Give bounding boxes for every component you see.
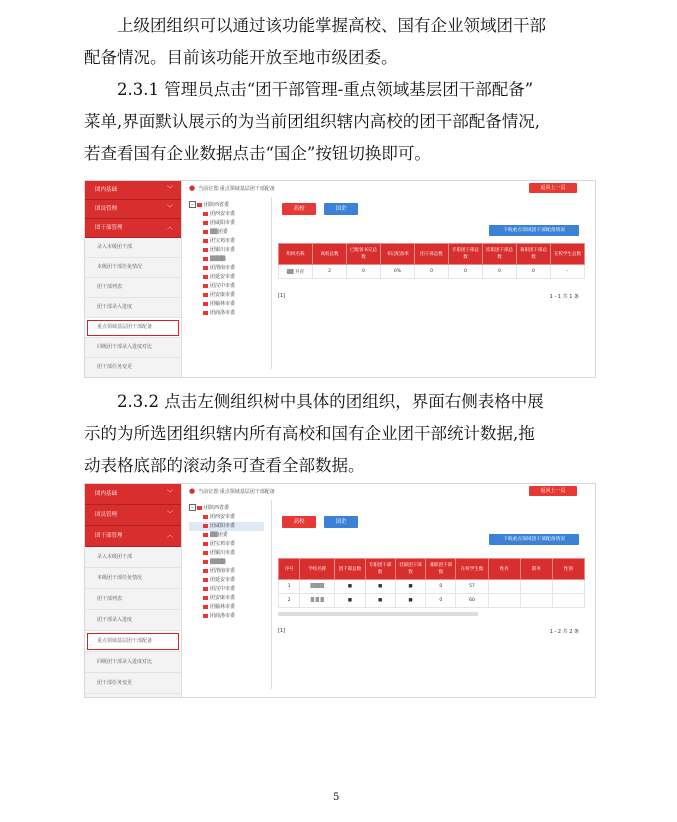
folder-icon: [203, 542, 208, 546]
folder-icon: [203, 293, 208, 297]
tree-node[interactable]: ▒▒▒▒: [189, 255, 264, 264]
chevron-down-icon: ﹀: [166, 186, 173, 193]
collapse-icon[interactable]: −: [190, 505, 195, 510]
folder-icon: [203, 551, 208, 555]
back-button[interactable]: 返回上一页: [529, 486, 577, 496]
table-cell: ■: [395, 594, 425, 608]
table-cell: [520, 580, 552, 594]
table-header-row: [279, 559, 585, 580]
folder-icon: [203, 614, 208, 618]
submenu-item[interactable]: 团干部任务变更: [85, 358, 181, 378]
table-cell: 0: [482, 265, 516, 279]
tree-node[interactable]: 团商洛市委: [189, 309, 264, 318]
folder-icon: [203, 605, 208, 609]
table-row: [279, 594, 585, 608]
column-header: 姓名: [488, 559, 520, 580]
folder-icon: [197, 203, 202, 207]
table-cell: 1: [279, 580, 300, 594]
folder-icon: [197, 506, 202, 510]
folder-icon: [203, 560, 208, 564]
content-panel: [271, 500, 585, 689]
column-header: 挂职团干部数: [395, 559, 425, 580]
screenshot-1: [84, 180, 596, 378]
tree-node-selected[interactable]: 团咸阳市委: [189, 522, 264, 531]
tree-node[interactable]: 团安康市委: [189, 291, 264, 300]
submenu-item[interactable]: 团干部任务变更: [85, 673, 181, 694]
horizontal-scrollbar[interactable]: [278, 612, 478, 616]
folder-icon: [203, 587, 208, 591]
step-231-line1: 2.3.1 管理员点击“团干部管理-重点领域基层团干部配备”: [117, 80, 534, 99]
table-header-row: [279, 244, 585, 265]
tree-node[interactable]: 团汉中市委: [189, 585, 264, 594]
location-pin-icon: ●: [189, 184, 196, 192]
column-header: 兼职团干部总数: [516, 244, 550, 265]
gaoxiao-button[interactable]: 高校: [282, 516, 316, 528]
chevron-down-icon: ﹀: [166, 511, 173, 518]
submenu-item[interactable]: 团干部录入进度: [85, 610, 181, 631]
tree-node[interactable]: 团渭南市委: [189, 264, 264, 273]
org-tree: [189, 201, 264, 318]
menu-item[interactable]: 团内基础 ﹀: [85, 181, 181, 200]
column-header: 专职团干部数: [365, 559, 395, 580]
screenshot-2: [84, 483, 596, 698]
table-cell: ▒▒ 共青: [279, 265, 313, 279]
tree-node[interactable]: ▒▒团委: [189, 228, 264, 237]
tree-node[interactable]: 团宝鸡市委: [189, 237, 264, 246]
menu-item[interactable]: 团内基础 ﹀: [85, 484, 181, 505]
folder-icon: [203, 515, 208, 519]
tree-root[interactable]: − 团陕西省委: [190, 202, 230, 208]
table-cell: 57: [456, 580, 488, 594]
intro-paragraph-line2: 配备情况。目前该功能开放至地市级团委。: [84, 48, 398, 67]
breadcrumb: ● 当前位置:重点领域基层团干部配备: [189, 487, 275, 495]
folder-icon: [203, 578, 208, 582]
table-cell: ■: [365, 594, 395, 608]
table-cell: 0: [415, 265, 449, 279]
column-header: 团干部总数: [335, 559, 365, 580]
menu-item[interactable]: 团干部管理 ︿: [85, 526, 181, 547]
table-cell: [488, 594, 520, 608]
chevron-down-icon: ﹀: [166, 490, 173, 497]
folder-icon: [203, 257, 208, 261]
tree-node[interactable]: ▒▒团委: [189, 531, 264, 540]
stats-table: [278, 558, 585, 608]
submenu-item-highlighted[interactable]: 重点领域基层团干部配备: [85, 631, 181, 652]
folder-icon: [203, 533, 208, 537]
content-panel: [271, 197, 585, 369]
sidebar: [85, 181, 182, 377]
submenu-item[interactable]: 团干部列表: [85, 589, 181, 610]
column-header: 书记配备率: [380, 244, 414, 265]
pager-summary: 1 - 1 共 1 条: [549, 294, 579, 300]
tree-node[interactable]: 团宝鸡市委: [189, 540, 264, 549]
column-header: 挂职团干部总数: [482, 244, 516, 265]
submenu-item[interactable]: 团干部录入进度: [85, 298, 181, 318]
pager-summary: 1 - 2 共 2 条: [549, 629, 579, 635]
column-header: 兼职团干部数: [426, 559, 456, 580]
table-cell: [520, 594, 552, 608]
folder-icon: [203, 524, 208, 528]
table-cell: 2: [279, 594, 300, 608]
table-cell: 0%: [380, 265, 414, 279]
table-cell: ■: [335, 580, 365, 594]
tree-node[interactable]: 团汉中市委: [189, 282, 264, 291]
tree-node[interactable]: 团安康市委: [189, 594, 264, 603]
submenu-item[interactable]: 录入本级团干部: [85, 547, 181, 568]
column-header: 已配备书记总数: [347, 244, 381, 265]
pager-pages[interactable]: [1]: [278, 628, 286, 634]
table-cell: 2: [313, 265, 347, 279]
tree-node[interactable]: 团咸阳市委: [189, 219, 264, 228]
folder-icon: [203, 596, 208, 600]
column-header: 专职团干部总数: [449, 244, 483, 265]
tree-node[interactable]: 团延安市委: [189, 576, 264, 585]
tree-node[interactable]: 团商洛市委: [189, 612, 264, 621]
table-cell: 0: [426, 580, 456, 594]
submenu-item[interactable]: 同级团干部录入进度对比: [85, 338, 181, 358]
column-header: 性别: [552, 559, 584, 580]
table-cell: [552, 580, 584, 594]
intro-paragraph-line1: 上级团组织可以通过该功能掌握高校、国有企业领域团干部: [117, 16, 546, 35]
table-cell: ■: [395, 580, 425, 594]
tree-node[interactable]: 团榆林市委: [189, 603, 264, 612]
chevron-up-icon: ︿: [166, 224, 173, 231]
submenu-item[interactable]: 团干部列表: [85, 278, 181, 298]
table-cell: 0: [426, 594, 456, 608]
table-cell: 0: [347, 265, 381, 279]
folder-icon: [203, 569, 208, 573]
column-header: 组织名称: [279, 244, 313, 265]
folder-icon: [203, 212, 208, 216]
chevron-up-icon: ︿: [166, 532, 173, 539]
column-header: 在校学生数: [456, 559, 488, 580]
table-cell: ▒ ▒ ▒: [300, 594, 335, 608]
org-tree: [189, 504, 264, 621]
gaoxiao-button[interactable]: 高校: [282, 203, 316, 215]
download-button[interactable]: 下载重点领域团干部配备情况: [489, 534, 579, 545]
tree-root[interactable]: − 团陕西省委: [190, 505, 230, 511]
step-232-line3: 动表格底部的滚动条可查看全部数据。: [84, 456, 365, 475]
guoqi-button[interactable]: 国企: [324, 516, 358, 528]
column-header: 高校总数: [313, 244, 347, 265]
menu-item[interactable]: 团员管理 ﹀: [85, 505, 181, 526]
page-number: 5: [333, 792, 340, 803]
tree-node[interactable]: 团西安市委: [189, 513, 264, 522]
menu-item[interactable]: 团员管理 ﹀: [85, 200, 181, 219]
table-cell: [552, 594, 584, 608]
tree-node[interactable]: 团渭南市委: [189, 567, 264, 576]
collapse-icon[interactable]: −: [190, 202, 195, 207]
submenu-item[interactable]: 本级团干部任免情况: [85, 258, 181, 278]
table-row: [279, 265, 585, 279]
table-cell: 0: [449, 265, 483, 279]
folder-icon: [203, 302, 208, 306]
back-button[interactable]: 返回上一页: [529, 183, 577, 193]
table-cell: [488, 580, 520, 594]
column-header: 学校名称: [300, 559, 335, 580]
pager-pages[interactable]: [1]: [278, 293, 286, 299]
tree-node[interactable]: 团铜川市委: [189, 549, 264, 558]
step-232-line2: 示的为所选团组织辖内所有高校和国有企业团干部统计数据,拖: [84, 424, 535, 443]
folder-icon: [203, 239, 208, 243]
table-cell: 60: [456, 594, 488, 608]
column-header: 序号: [279, 559, 300, 580]
table-cell: ▒▒▒▒: [300, 580, 335, 594]
column-header: 团干部总数: [415, 244, 449, 265]
step-232-line1: 2.3.2 点击左侧组织树中具体的团组织，界面右侧表格中展: [117, 392, 544, 411]
location-pin-icon: ●: [189, 487, 196, 495]
folder-icon: [203, 311, 208, 315]
tree-node[interactable]: 团西安市委: [189, 210, 264, 219]
folder-icon: [203, 275, 208, 279]
column-header: 在校学生总数: [550, 244, 584, 265]
tree-node[interactable]: 团铜川市委: [189, 246, 264, 255]
table-cell: -: [550, 265, 584, 279]
folder-icon: [203, 284, 208, 288]
tree-node[interactable]: 团延安市委: [189, 273, 264, 282]
submenu-item[interactable]: 录入本级团干部: [85, 238, 181, 258]
guoqi-button[interactable]: 国企: [324, 203, 358, 215]
folder-icon: [203, 230, 208, 234]
submenu-item[interactable]: 同级团干部录入进度对比: [85, 652, 181, 673]
folder-icon: [203, 266, 208, 270]
submenu-item[interactable]: 本级团干部任免情况: [85, 568, 181, 589]
table-row: [279, 580, 585, 594]
tree-node[interactable]: 团榆林市委: [189, 300, 264, 309]
step-231-line3: 若查看国有企业数据点击“国企”按钮切换即可。: [84, 144, 431, 163]
stats-table: [278, 243, 585, 279]
column-header: 职务: [520, 559, 552, 580]
submenu-item-highlighted[interactable]: 重点领域基层团干部配备: [85, 318, 181, 338]
table-cell: ■: [365, 580, 395, 594]
table-cell: 0: [516, 265, 550, 279]
table-cell: ■: [335, 594, 365, 608]
folder-icon: [203, 221, 208, 225]
breadcrumb: ● 当前位置:重点领域基层团干部配备: [189, 184, 275, 192]
download-button[interactable]: 下载重点领域团干部配备情况: [489, 225, 579, 236]
step-231-line2: 菜单,界面默认展示的为当前团组织辖内高校的团干部配备情况,: [84, 112, 540, 131]
folder-icon: [203, 248, 208, 252]
sidebar: [85, 484, 182, 697]
menu-item[interactable]: 团干部管理 ︿: [85, 219, 181, 238]
chevron-down-icon: ﹀: [166, 205, 173, 212]
tree-node[interactable]: ▒▒▒▒: [189, 558, 264, 567]
